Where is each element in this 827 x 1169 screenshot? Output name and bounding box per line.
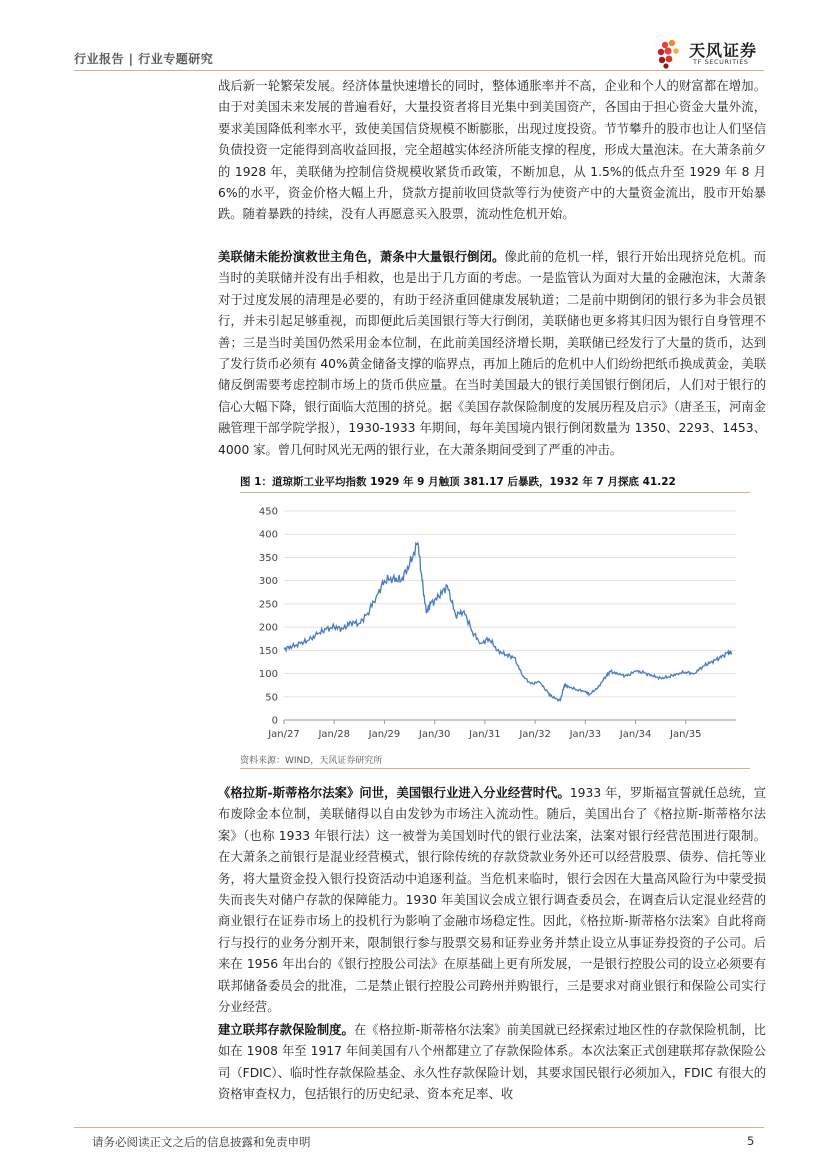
x-tick-label: Jan/30 [418,729,451,740]
x-tick-label: Jan/28 [318,729,350,740]
chart-series-line [284,543,732,701]
figure-bottom-rule [240,768,750,769]
paragraph-3-lead: 《格拉斯-斯蒂格尔法案》问世，美国银行业进入分业经营时代。 [218,786,570,800]
x-axis [267,720,701,740]
y-tick-label: 300 [258,576,278,588]
logo-text-cn: 天风证券 [689,41,758,60]
paragraph-3 [218,783,766,1018]
y-tick-label: 0 [271,715,278,727]
dow-jones-line-chart [240,500,750,750]
footer-divider [74,1127,764,1128]
y-tick-label: 350 [258,552,278,564]
y-axis [259,507,278,727]
y-tick-label: 200 [258,622,278,634]
paragraph-1 [218,76,766,226]
footer-disclaimer: 请务必阅读正文之后的信息披露和免责申明 [92,1135,311,1149]
report-category: 行业报告 | 行业专题研究 [74,52,214,66]
x-tick-label: Jan/33 [569,729,602,740]
logo-mark-icon [655,38,687,70]
figure-title: 图 1：道琼斯工业平均指数 1929 年 9 月触顶 381.17 后暴跌，1932 年 7 月探底 41.22 [240,476,676,488]
x-tick-label: Jan/29 [368,729,401,740]
y-tick-label: 50 [265,692,278,704]
logo-text-en: TF SECURITIES [693,58,749,66]
page-number: 5 [747,1134,755,1148]
figure-top-rule [240,492,750,493]
x-tick-label: Jan/34 [619,729,652,740]
y-tick-label: 100 [258,669,278,681]
y-tick-label: 150 [258,645,278,657]
paragraph-2-lead: 美联储未能扮演救世主角色，萧条中大量银行倒闭。 [218,250,505,264]
x-tick-label: Jan/27 [268,729,300,740]
paragraph-2-text: 像此前的危机一样，银行开始出现挤兑危机。而当时的美联储并没有出手相救，也是出于几方面的考虑。一是监管认为面对大量的金融泡沫，大萧条对于过度发展的清理是必要的，有助于经济重回健康发展轨道；二是前中期倒闭的银行多为非会员银行，并未引起足够重视，而即便此后美国银行等大行倒闭，美联储也更多将其归因为银行自身管理不善；三是当时美国仍然采用金本位制，在此前美国经济增长期，美联储已经发行了大量的货币，达到了发行货币必须有 40%黄金储备支撑的临界点，再加上随后的危机中人们纷纷把纸币换成黄金，美联储反倒需要考虑控制市场上的货币供应量。在当时美国最大的银行美国银行倒闭后，人们对于银行的信心大幅下降，银行面临大范围的挤兑。据《美国存款保险制度的发展历程及启示》（唐圣玉，河南金融管理干部学院学报），1930-1933 年期间，每年美国境内银行倒闭数量为 1350、2293、1453、4000 家。曾几何时风光无两的银行业，在大萧条期间受到了严重的冲击。 [218,250,766,457]
paragraph-4-text: 在《格拉斯-斯蒂格尔法案》前美国就已经探索过地区性的存款保险机制，比如在 1908 年至 1917 年间美国有八个州都建立了存款保险体系。本次法案正式创建联邦存款保险公司（FDIC）、临时性存款保险基金、永久性存款保险计划，其要求国民银行必须加入，FDIC 有很大的资格审查权力，包括银行的历史纪录、资本充足率、收 [218,1023,766,1102]
y-tick-label: 450 [258,506,278,518]
header-divider [74,70,764,71]
paragraph-4 [218,1020,766,1106]
y-tick-label: 400 [258,529,278,541]
paragraph-2 [218,247,766,461]
x-tick-label: Jan/32 [519,729,551,740]
chart-gridlines [284,511,736,720]
x-tick-label: Jan/31 [469,729,501,740]
y-tick-label: 250 [258,599,278,611]
figure-source: 资料来源：WIND，天风证券研究所 [240,756,383,766]
paragraph-4-lead: 建立联邦存款保险制度。 [218,1023,354,1037]
x-tick-label: Jan/35 [670,729,702,740]
brand-logo [655,38,767,70]
paragraph-3-text: 1933 年，罗斯福宣誓就任总统，宣布废除金本位制，美联储得以自由发钞为市场注入流动性。随后，美国出台了《格拉斯-斯蒂格尔法案》（也称 1933 年银行法）这一被誉为美国划时代的银行业法案，法案对银行经营范围进行限制。在大萧条之前银行是混业经营模式，银行除传统的存款贷款业务外还可以经营股票、债券、信托等业务，将大量资金投入银行投资活动中追逐利益。当危机来临时，银行会因在大量高风险行为中蒙受损失而丧失对储户存款的保障能力。1930 年美国议会成立银行调查委员会，在调查后认定混业经营的商业银行在证券市场上的投机行为影响了金融市场稳定性。因此，《格拉斯-斯蒂格尔法案》自此将商行与投行的业务分割开来，限制银行参与股票交易和证券业务并禁止设立从事证券投资的子公司。后来在 1956 年出台的《银行控股公司法》在原基础上更有所发展，一是银行控股公司的设立必须要有联邦储备委员会的批准，二是禁止银行控股公司跨州并购银行，三是要求对商业银行和保险公司实行分业经营。 [218,786,766,1015]
paragraph-1-text: 战后新一轮繁荣发展。经济体量快速增长的同时，整体通胀率并不高，企业和个人的财富都在增加。由于对美国未来发展的普遍看好，大量投资者将目光集中到美国资产，各国由于担心资金大量外流，要求美国降低利率水平，致使美国信贷规模不断膨胀，出现过度投资。节节攀升的股市也让人们坚信负债投资一定能得到高收益回报，完全超越实体经济所能支撑的程度，形成大量泡沫。在大萧条前夕的 1928 年，美联储为控制信贷规模收紧货币政策，不断加息，从 1.5%的低点升至 1929 年 8 月 6%的水平，资金价格大幅上升，贷款方提前收回贷款等行为使资产中的大量资金流出，股市开始暴跌。随着暴跌的持续，没有人再愿意买入股票，流动性危机开始。 [218,79,766,222]
